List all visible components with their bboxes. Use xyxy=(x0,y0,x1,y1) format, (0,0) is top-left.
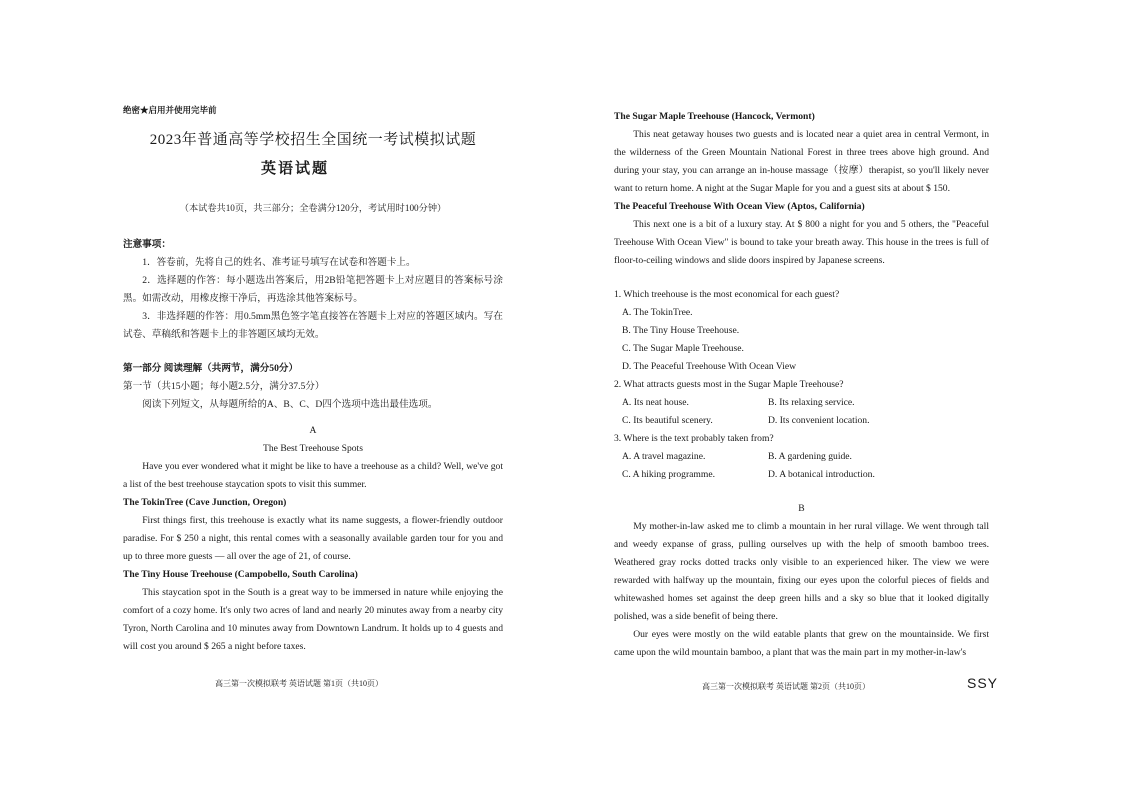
question-2: 2. What attracts guests most in the Sugar Maple Treehouse? xyxy=(614,379,844,390)
q1-option-a: A. The TokinTree. xyxy=(622,307,693,318)
q3-option-d: D. A botanical introduction. xyxy=(768,469,875,480)
q2-option-a: A. Its neat house. xyxy=(622,397,689,408)
left-page-footer: 高三第一次模拟联考 英语试题 第1页（共10页） xyxy=(215,679,383,688)
spot2-text: This staycation spot in the South is a great way to be immersed in nature while enjoying the comfort of a cozy home. It's only two acres of land and nearly 20 minutes away from a nearby city Tyron, North Carolina and 10 minutes away from Downtown Landrum. It holds up to 4 guests and will cost you around $ 265 a night before taxes. xyxy=(123,587,503,652)
passage-b-paragraph-1: My mother-in-law asked me to climb a mountain in her rural village. We went through tall and weedy expanse of grass, pulling ourselves up with the help of smooth bamboo trees. Weathered gray rocks dotted tracks only visible to an experienced hiker. The view we were rewarded with halfway up the mountain, fixing our eyes upon the colorful pieces of fields and whitewashed homes set against the deep green hills and a sky so blue that it looked digitally polished, was a side benefit of being there. xyxy=(614,521,989,622)
spot1-heading: The TokinTree (Cave Junction, Oregon) xyxy=(123,497,287,508)
q2-option-c: C. Its beautiful scenery. xyxy=(622,415,713,426)
paper-note: （本试卷共10页，共三部分；全卷满分120分，考试用时100分钟） xyxy=(179,203,447,213)
instruction: 阅读下列短文，从每题所给的A、B、C、D四个选项中选出最佳选项。 xyxy=(142,399,438,410)
passage-intro: Have you ever wondered what it might be like to have a treehouse as a child? Well, we've got a list of the best treehouse staycation spots to visit this summer. xyxy=(123,461,503,490)
spot3-text: This neat getaway houses two guests and is located near a quiet area in central Vermont, in the wilderness of the Green Mountain National Forest in three trees above high ground. And during your stay, you can arrange an in-house massage（按摩）therapist, so you'll likely never want to return home. A night at the Sugar Maple for you and a guest sits at about $ 150. xyxy=(614,129,989,194)
note-item: 1．答卷前，先将自己的姓名、准考证号填写在试卷和答题卡上。 xyxy=(142,257,416,268)
spot4-text: This next one is a bit of a luxury stay. At $ 800 a night for you and 5 others, the "Peaceful Treehouse With Ocean View" is bound to take your breath away. This house in the trees is full of floor-to-ceiling windows and slide doors inspired by Japanese screens. xyxy=(614,219,989,266)
ssy-mark: SSY xyxy=(967,675,999,691)
question-3: 3. Where is the text probably taken from? xyxy=(614,433,774,444)
subject-title: 英语试题 xyxy=(261,161,330,177)
section1-heading: 第一节（共15小题；每小题2.5分，满分37.5分） xyxy=(123,381,325,392)
spot3-heading: The Sugar Maple Treehouse (Hancock, Vermont) xyxy=(614,111,815,122)
q3-options-row-2 xyxy=(622,466,989,484)
right-column xyxy=(614,108,989,662)
q2-options-row-1 xyxy=(622,394,989,412)
passage-a-letter: A xyxy=(309,425,317,436)
right-page-footer: 高三第一次模拟联考 英语试题 第2页（共10页） xyxy=(702,682,870,691)
passage-a-title: The Best Treehouse Spots xyxy=(263,443,363,454)
spot1-text: First things first, this treehouse is exactly what its name suggests, a flower-friendly outdoor paradise. For $ 250 a night, this rental comes with a seasonally available garden tour for you and up to three more guests — all over the age of 21, of course. xyxy=(123,515,503,562)
note-item: 2．选择题的作答：每小题选出答案后，用2B铅笔把答题卡上对应题目的答案标号涂黑。如需改动，用橡皮擦干净后，再选涂其他答案标号。 xyxy=(123,275,503,304)
right-page xyxy=(561,0,1123,794)
q2-option-b: B. Its relaxing service. xyxy=(768,397,855,408)
part1-heading: 第一部分 阅读理解（共两节，满分50分） xyxy=(123,363,299,374)
left-column xyxy=(123,104,503,656)
exam-title: 2023年普通高等学校招生全国统一考试模拟试题 xyxy=(149,132,477,148)
q3-option-a: A. A travel magazine. xyxy=(622,451,706,462)
spot4-heading: The Peaceful Treehouse With Ocean View (Aptos, California) xyxy=(614,201,865,212)
q2-options-row-2 xyxy=(622,412,989,430)
left-page xyxy=(0,0,561,794)
notes-heading: 注意事项： xyxy=(123,239,171,250)
question-1: 1. Which treehouse is the most economical for each guest? xyxy=(614,289,840,300)
q3-options-row-1 xyxy=(622,448,989,466)
q1-option-b: B. The Tiny House Treehouse. xyxy=(622,325,740,336)
passage-b-paragraph-2: Our eyes were mostly on the wild eatable plants that grew on the mountainside. We first came upon the wild mountain bamboo, a plant that was the main part in my mother-in-law's xyxy=(614,629,989,658)
passage-b-letter: B xyxy=(798,503,805,514)
secret-label: 绝密★启用并使用完毕前 xyxy=(123,105,217,115)
q3-option-b: B. A gardening guide. xyxy=(768,451,852,462)
q1-option-d: D. The Peaceful Treehouse With Ocean View xyxy=(622,361,797,372)
spot2-heading: The Tiny House Treehouse (Campobello, South Carolina) xyxy=(123,569,358,580)
q2-option-d: D. Its convenient location. xyxy=(768,415,870,426)
q1-option-c: C. The Sugar Maple Treehouse. xyxy=(622,343,744,354)
note-item: 3．非选择题的作答：用0.5mm黑色签字笔直接答在答题卡上对应的答题区域内。写在试卷、草稿纸和答题卡上的非答题区域均无效。 xyxy=(123,311,503,340)
q3-option-c: C. A hiking programme. xyxy=(622,469,715,480)
